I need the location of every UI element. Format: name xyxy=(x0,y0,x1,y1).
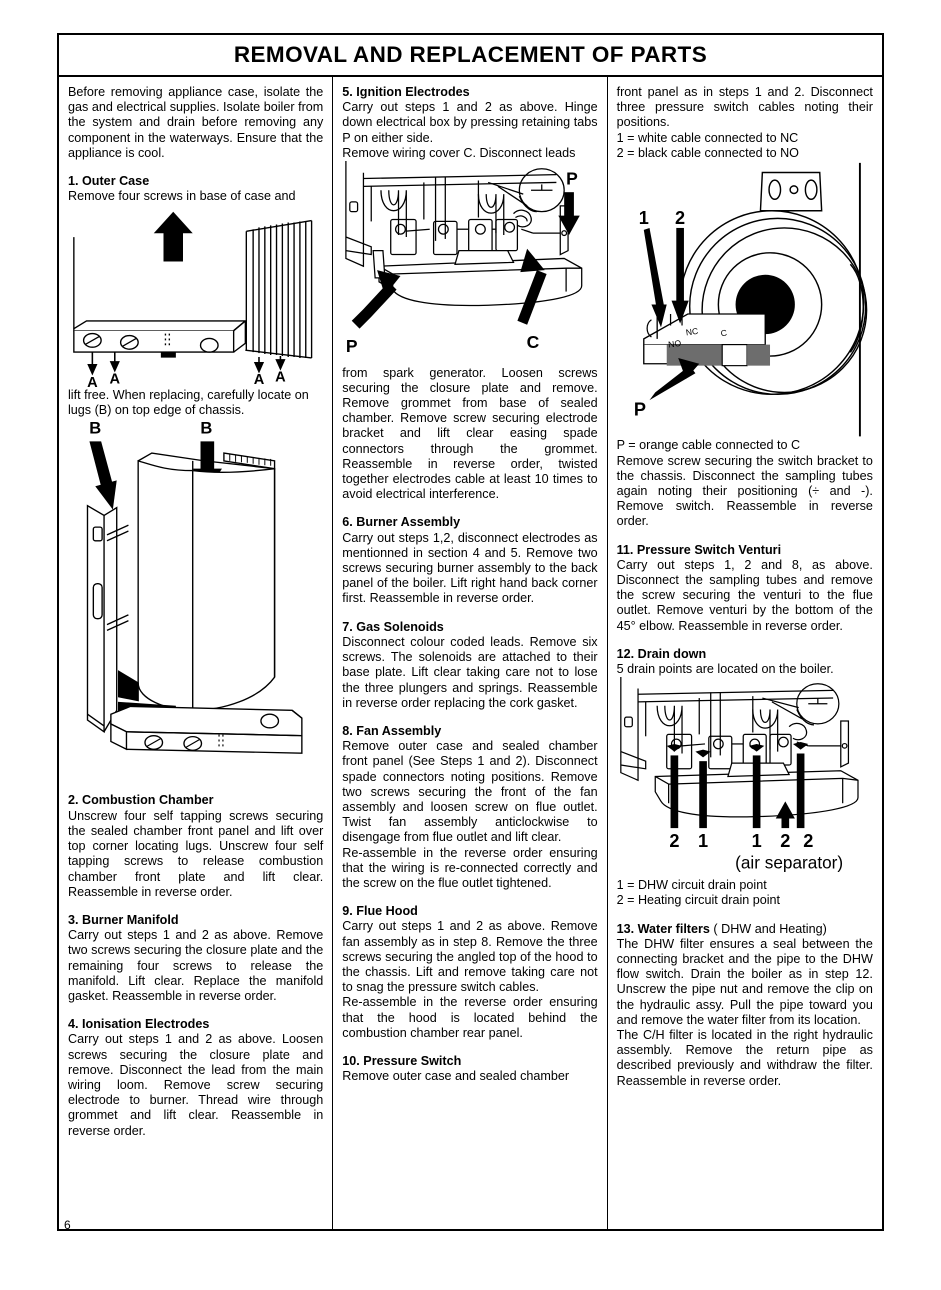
intro-paragraph: Before removing appliance case, isolate the gas and electrical supplies. Isolate boiler from the system and drain before removing any component in the waterways. Ensure that the appliance is cool. xyxy=(68,85,324,160)
label-p-switch: P xyxy=(633,399,646,420)
drain-label-5: 2 xyxy=(802,831,813,852)
section-8-text-a: Remove outer case and sealed chamber front panel (See Steps 1 and 2). Disconnect spade connectors noting positions. Remove two screws securing the front of the fan assembly and loosen screw on flue outlet. Twist fan assembly anticlockwise to disengage from flue outlet and lift clear. xyxy=(342,739,598,845)
label-b-2: B xyxy=(200,418,213,438)
section-8-heading: 8. Fan Assembly xyxy=(342,723,442,738)
lug-arrow-left xyxy=(89,441,116,509)
section-5-heading: 5. Ignition Electrodes xyxy=(342,85,470,99)
section-10-continued: front panel as in steps 1 and 2. Disconnect three pressure switch cables noting their positions. xyxy=(616,85,873,130)
page-frame xyxy=(57,33,884,1231)
three-column-layout xyxy=(59,77,882,1229)
direction-arrow-up xyxy=(154,212,193,262)
section-13-text-a: The DHW filter ensures a seal between the connecting bracket and the pipe to the DHW flow switch. Drain the boiler as in step 12. Unscrew the pipe nut and remove the clip on the hydraulic assy. Pull the pipe toward you and remove the water filter from its location. xyxy=(616,936,873,1027)
section-3-text: Carry out steps 1 and 2 as above. Remove two screws securing the closure plate and the remaining four screws to release the manifold. Lift clear. Replace the manifold gasket. Reassemble in reverse order. xyxy=(68,928,324,1003)
label-p-left: P xyxy=(346,335,358,356)
label-a-2: A xyxy=(109,371,121,388)
label-a-3: A xyxy=(253,372,265,388)
section-13-heading xyxy=(617,922,873,937)
section-13-heading-bold: 13. Water filters xyxy=(616,921,710,936)
drain-legend-2: 2 = Heating circuit drain point xyxy=(616,893,781,908)
section-11-heading: 11. Pressure Switch Venturi xyxy=(616,542,782,557)
arrow-p-left xyxy=(352,270,401,328)
section-11-text: Carry out steps 1, 2 and 8, as above. Disconnect the sampling tubes and remove the screw securing the venturi to the flue outlet. Remove venturi by the bottom of the 45° elbow. Reassemble in reverse order. xyxy=(616,557,873,633)
terminal-label-nc: NC xyxy=(684,325,699,338)
figure-pressure-switch xyxy=(617,161,873,438)
column-two xyxy=(333,77,607,1229)
figure-outer-case-base xyxy=(68,204,323,387)
section-5-text-b: Remove wiring cover C. Disconnect leads xyxy=(342,145,576,160)
section-2-text: Unscrew four self tapping screws securing the sealed chamber front panel and lift over top corner locating lugs. Unscrew four self tapping screws to release combustion chamber front plate and lift clear. Reassemble in reverse order. xyxy=(68,808,324,899)
label-a-4: A xyxy=(275,369,286,386)
label-p-top: P xyxy=(566,168,579,189)
section-2-heading: 2. Combustion Chamber xyxy=(68,793,214,808)
drain-legend-1: 1 = DHW circuit drain point xyxy=(616,878,767,893)
section-7-text: Disconnect colour coded leads. Remove six screws. The solenoids are attached to their base plate. Lift clear taking care not to lose the three plungers and springs. Reassemble in reverse order replacing the cork gasket. xyxy=(342,634,598,710)
column-one xyxy=(59,77,333,1229)
section-1-heading: 1. Outer Case xyxy=(68,174,150,189)
orange-cable-legend: P = orange cable connected to C xyxy=(616,438,801,453)
section-3-heading: 3. Burner Manifold xyxy=(68,912,179,927)
figure-electrical-box xyxy=(342,161,597,366)
section-12-text: 5 drain points are located on the boiler. xyxy=(616,661,834,676)
figure-drain-points xyxy=(617,677,873,873)
page-title: REMOVAL AND REPLACEMENT OF PARTS xyxy=(233,42,708,67)
section-5-text-a: Carry out steps 1 and 2 as above. Hinge down electrical box by pressing retaining tabs P on either side. xyxy=(342,100,598,145)
label-c: C xyxy=(526,332,540,353)
section-9-heading: 9. Flue Hood xyxy=(342,904,418,919)
label-b-1: B xyxy=(89,418,102,438)
section-10-text-b: Remove screw securing the switch bracket to the chassis. Disconnect the sampling tubes again noting their positioning (÷ and -). Remove switch. Reassemble in reverse order. xyxy=(616,453,873,529)
section-7-heading: 7. Gas Solenoids xyxy=(342,619,444,634)
terminal-label-c: C xyxy=(719,327,728,339)
label-1: 1 xyxy=(638,208,649,229)
section-9-text-a: Carry out steps 1 and 2 as above. Remove fan assembly as in step 8. Remove the three screws securing the angled top of the hood to the chassis. Lift and remove taking care not to snag the pressure switch cables. xyxy=(342,919,598,995)
label-2: 2 xyxy=(674,208,685,229)
section-9-text-b: Re-assemble in the reverse order ensuring that the hood is located behind the combustion chamber rear panel. xyxy=(342,995,598,1040)
cable-legend-2: 2 = black cable connected to NO xyxy=(616,145,799,160)
page-title-bar xyxy=(59,35,882,77)
section-6-text: Carry out steps 1,2, disconnect electrodes as mentionned in section 4 and 5. Remove two screws securing burner assembly to the back panel of the boiler. Lift right hand back corner first. Reassemble in reverse order. xyxy=(342,530,598,606)
section-12-heading: 12. Drain down xyxy=(616,646,707,661)
page-number: 6 xyxy=(64,1218,71,1232)
cable-legend-1: 1 = white cable connected to NC xyxy=(616,130,799,145)
terminal-label-no: NO xyxy=(667,337,682,350)
section-13-text-b: The C/H filter is located in the right hydraulic assembly. Remove the return pipe as described previously and withdraw the filter. Reassemble in reverse order. xyxy=(616,1028,873,1088)
label-a-1: A xyxy=(87,375,98,388)
air-separator-label: (air separator) xyxy=(734,852,843,873)
arrow-2 xyxy=(671,228,688,324)
section-5-text-c: from spark generator. Loosen screws securing the closure plate and remove. Remove grommet from base of sealed chamber. Remove screw securing electrode bracket and lift clear easing spade connectors through the grommet. Reassemble in reverse order, twisted together electrodes cable at least 10 times to avoid electrical interference. xyxy=(342,365,598,502)
section-4-heading: 4. Ionisation Electrodes xyxy=(68,1017,210,1032)
section-1-text-before: Remove four screws in base of case and xyxy=(68,189,296,204)
drain-label-2: 1 xyxy=(697,831,708,852)
section-1-text-after: lift free. When replacing, carefully locate on lugs (B) on top edge of chassis. xyxy=(68,387,309,417)
section-10-heading: 10. Pressure Switch xyxy=(342,1053,462,1068)
arrow-1 xyxy=(643,228,666,327)
section-4-text: Carry out steps 1 and 2 as above. Loosen screws securing the closure plate and remove. Disconnect the lead from the main wiring loom. Remove screw securing electrode to burner. Thread wire through grommet and lift clear. Reassemble in reverse order. xyxy=(68,1032,324,1138)
drain-label-4: 2 xyxy=(779,831,790,852)
figure-outer-case-exploded xyxy=(68,418,323,780)
section-6-heading: 6. Burner Assembly xyxy=(342,515,461,530)
column-three xyxy=(608,77,882,1229)
section-8-text-b: Re-assemble in the reverse order ensuring that the wiring is re-connected correctly and the screw on the flue outlet tightened. xyxy=(342,845,598,890)
section-10-text: Remove outer case and sealed chamber xyxy=(342,1069,570,1084)
section-13-heading-regular: ( DHW and Heating) xyxy=(709,921,827,936)
drain-label-3: 1 xyxy=(751,831,762,852)
drain-label-1: 2 xyxy=(668,831,680,852)
